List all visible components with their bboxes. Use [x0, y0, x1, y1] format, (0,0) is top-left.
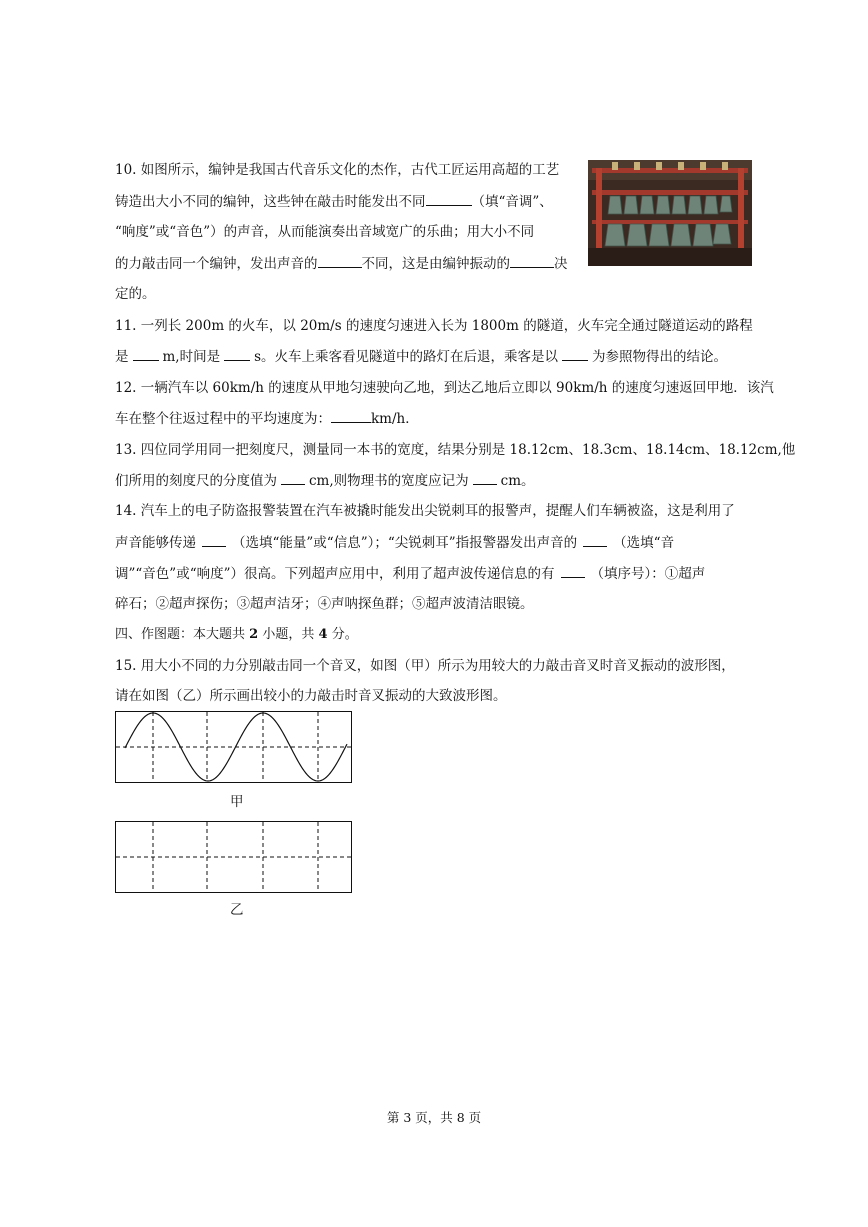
q10-line-1: 10. 如图所示，编钟是我国古代音乐文化的杰作，古代工匠运用高超的工艺: [115, 162, 560, 178]
q13-text: 们所用的刻度尺的分度值为: [115, 473, 277, 489]
q13-line-2: [115, 470, 535, 491]
waveform-figure-jia: [115, 711, 355, 810]
q14-line-3: [115, 563, 705, 584]
q12-text: km/h．: [371, 411, 419, 427]
q10-text: 的力敲击同一个编钟，发出声音的: [115, 256, 318, 272]
answer-blank: [202, 532, 226, 547]
answer-blank: [510, 253, 554, 268]
q11-text: 为参照物得出的结论。: [592, 349, 728, 365]
q11-text: m,时间是: [162, 349, 221, 365]
q11-text: s。火车上乘客看见隧道中的路灯在后退，乘客是以: [254, 349, 559, 365]
q14-line-1: 14. 汽车上的电子防盗报警装置在汽车被撬时能发出尖锐刺耳的报警声，提醒人们车辆被盗，这是利用了: [115, 503, 735, 519]
q14-text: 调”“音色”或“响度”）很高。下列超声应用中，利用了超声波传递信息的有: [115, 566, 555, 582]
answer-blank: [562, 346, 588, 361]
answer-blank: [133, 346, 159, 361]
q14-text: （选填“能量”或“信息”）；“尖锐刺耳”指报警器发出声音的: [232, 535, 578, 551]
q11-line-2: [115, 346, 727, 367]
q14-text: 声音能够传递: [115, 535, 196, 551]
answer-blank: [426, 191, 472, 206]
q10-text: 铸造出大小不同的编钟，这些钟在敲击时能发出不同: [115, 194, 426, 210]
q10-text: 不同，这是由编钟振动的: [361, 256, 510, 272]
section-score: 4: [318, 627, 328, 642]
q14-text: （填序号）：①超声: [590, 566, 706, 582]
figure-caption-yi: 乙: [230, 902, 244, 918]
q14-line-4: 碎石；②超声探伤；③超声洁牙；④声呐探鱼群；⑤超声波清洁眼镜。: [115, 596, 534, 612]
q11-line-1: 11. 一列长 200m 的火车，以 20m/s 的速度匀速进入长为 1800m 的隧道，火车完全通过隧道运动的路程: [115, 318, 753, 334]
answer-blank: [583, 532, 607, 547]
waveform-figure-yi: [115, 821, 355, 918]
answer-blank: [331, 408, 371, 423]
q14-line-2: [115, 532, 674, 553]
q14-text: （选填“音: [613, 535, 675, 551]
section-text: 小题，共: [262, 627, 315, 642]
answer-blank: [224, 346, 250, 361]
q10-line-3: “响度”或“音色”）的声音，从而能演奏出音域宽广的乐曲；用大小不同: [115, 224, 535, 240]
answer-blank: [561, 563, 585, 578]
q13-line-1: 13. 四位同学用同一把刻度尺，测量同一本书的宽度，结果分别是 18.12cm、18.3cm、18.14cm、18.12cm,他: [115, 442, 796, 458]
section-heading: [115, 625, 358, 645]
section-count: 2: [249, 627, 259, 642]
q12-line-1: 12. 一辆汽车以 60km/h 的速度从甲地匀速驶向乙地，到达乙地后立即以 90km/h 的速度匀速返回甲地．该汽: [115, 380, 774, 396]
q15-line-2: 请在如图（乙）所示画出较小的力敲击时音叉振动的大致波形图。: [115, 688, 507, 704]
page-footer: 第 3 页，共 8 页: [386, 1110, 482, 1125]
q10-line-5: 定的。: [115, 286, 156, 302]
q15-line-1: 15. 用大小不同的力分别敲击同一个音叉，如图（甲）所示为用较大的力敲击音叉时音叉振动的波形图，: [115, 658, 735, 674]
q13-text: cm,则物理书的宽度应记为: [309, 473, 469, 489]
q11-text: 是: [115, 349, 129, 365]
q10-text: （填“音调”、: [471, 194, 553, 210]
q13-text: cm。: [500, 473, 535, 489]
section-text: 四、作图题：本大题共: [115, 627, 246, 642]
figure-caption-jia: 甲: [230, 794, 244, 810]
answer-blank: [473, 470, 497, 485]
section-text: 分。: [331, 627, 358, 642]
q12-text: 车在整个往返过程中的平均速度为：: [115, 411, 331, 427]
q10-text: 决: [554, 256, 568, 272]
answer-blank: [281, 470, 305, 485]
q12-line-2: [115, 408, 419, 429]
q10-line-2: [115, 191, 553, 212]
bianzhong-photo: [588, 160, 752, 266]
answer-blank: [318, 253, 362, 268]
q10-line-4: [115, 253, 568, 274]
